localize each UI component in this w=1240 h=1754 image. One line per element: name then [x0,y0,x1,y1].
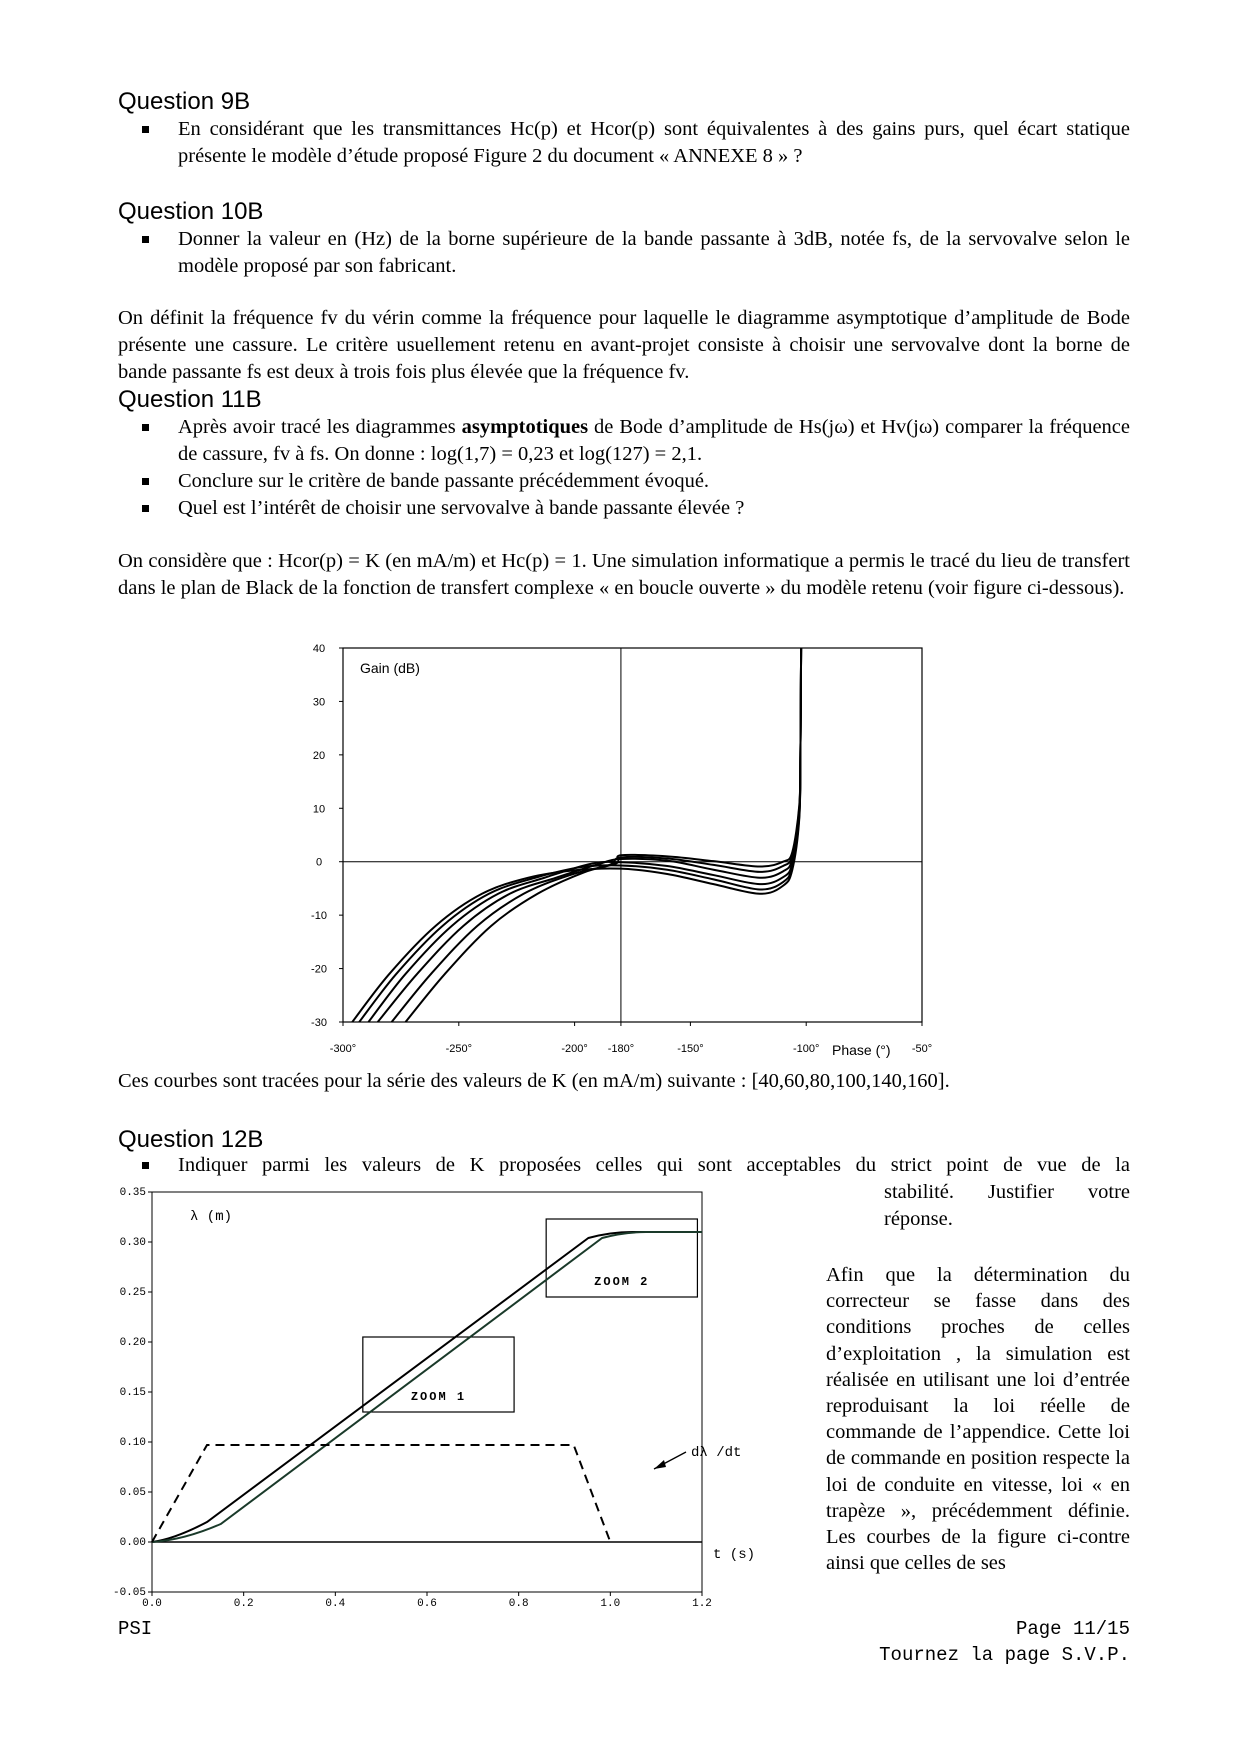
y-tick-label: -30 [311,1017,327,1029]
y-tick-label: 0.15 [119,1387,146,1399]
y-tick-label: 30 [312,696,326,709]
y-tick-label: -20 [311,963,327,976]
x-tick-label: -250° [445,1043,473,1055]
zoom-label-1: ZOOM 1 [410,1390,467,1404]
footer-page-number: Page 11/15 [1015,1618,1130,1640]
y-tick-label: -0.05 [112,1587,146,1599]
bullet-marker [142,1162,149,1169]
x-tick-label: -180° [607,1043,635,1055]
side-paragraph-simulation: Afin que la détermination du correcteur se fasse dans des conditions proches de celles d’exploitation , la simulation est réalisée en utilisant une loi d’entrée reproduisant la loi réelle de commande de l’appendice. Cette loi de commande en position respecte la loi de conduite en vitesse, loi « en trapèze », précédemment définie. Les courbes de la figure ci-contre ainsi que celles de ses [826,1264,1130,1575]
question-11b-item-2: Conclure sur le critère de bande passante précédemment évoqué. [178,470,710,492]
derivative-annotation: dλ /dt [691,1445,742,1461]
footer-class-label: PSI [118,1618,153,1640]
x-tick-label: 0.6 [417,1598,437,1610]
question-12b-text-line-2: stabilité. Justifier votre [884,1181,1130,1203]
plot-frame [343,648,922,1022]
bullet-marker [142,424,149,431]
x-axis-label: Phase (°) [832,1042,891,1058]
question-11b-item-1-text-end: de Bode d’amplitude de Hs(jω) et Hv(jω) comparer la fréquence de cassure, fv à fs. On donne : log(1,7) = 0,23 et log(127) = 2,1. [178,416,1130,465]
y-tick-label: 0.10 [119,1437,146,1449]
question-11b-item-1 [178,414,1130,468]
x-tick-label: 0.0 [142,1598,162,1610]
x-tick-label: 1.2 [692,1598,712,1610]
reference-lines [343,648,922,1022]
black-curve-K1 [352,648,801,1022]
y-tick-label: 0.05 [119,1487,146,1499]
question-11b-title: Question 11B [118,386,262,413]
paragraph-black-plot-intro: On considère que : Hcor(p) = K (en mA/m) et Hc(p) = 1. Une simulation informatique a permis le tracé du lieu de transfert dans le plan de Black de la fonction de transfert complexe « en boucle ouverte » du modèle retenu (voir figure ci-dessous). [118,550,1130,599]
x-tick-label: -150° [677,1043,704,1055]
x-tick-label: 1.0 [600,1598,621,1610]
x-tick-label: -300° [329,1043,357,1055]
y-axis-label: λ (m) [190,1209,233,1225]
lambda-time-chart [108,1180,808,1610]
black-plot-chart [300,630,960,1060]
y-axis-label: Gain (dB) [360,660,420,676]
bullet-marker [142,505,149,512]
black-curve-K4 [378,648,801,1022]
x-axis-ticks [142,1592,712,1610]
question-12b-title: Question 12B [118,1126,264,1153]
x-axis-label: t (s) [713,1547,756,1563]
x-tick-label: 0.8 [508,1598,529,1610]
y-tick-label: 0.00 [119,1537,146,1549]
footer-turn-page: Tournez la page S.V.P. [879,1644,1130,1666]
question-12b-text-line-1: Indiquer parmi les valeurs de K proposées celles qui sont acceptables du strict point de vue de la [178,1154,1130,1176]
emphasis-asymptotiques: asymptotiques [461,416,589,438]
paragraph-fv-definition: On définit la fréquence fv du vérin comme la fréquence pour laquelle le diagramme asymptotique d’amplitude de Bode présente une cassure. Le critère usuellement retenu en avant-projet consiste à choisir une servovalve dont la borne de bande passante fs est deux à trois fois plus élevée que la fréquence fv. [118,307,1130,383]
x-tick-label: -200° [561,1043,588,1055]
bullet-marker [142,478,149,485]
y-tick-label: 0.35 [119,1187,146,1199]
black-curves [352,648,801,1022]
question-11b-item-3: Quel est l’intérêt de choisir une servovalve à bande passante élevée ? [178,497,745,519]
bullet-marker [142,126,149,133]
question-10b-text: Donner la valeur en (Hz) de la borne supérieure de la bande passante à 3dB, notée fs, de la servovalve selon le modèle proposé par son fabricant. [178,228,1130,277]
y-tick-label: -10 [311,910,327,923]
y-tick-label: 0.20 [119,1337,146,1349]
y-axis-ticks [113,1187,152,1599]
question-12b-text-line-3: réponse. [884,1208,953,1230]
black-curve-K3 [368,648,801,1022]
x-tick-label: -50° [911,1043,933,1055]
x-tick-label: 0.4 [325,1598,346,1610]
black-curve-K6 [406,648,802,1022]
y-tick-label: 40 [312,643,326,655]
y-tick-label: 0.30 [119,1237,146,1249]
zoom-label-2: ZOOM 2 [594,1275,650,1289]
annotation-arrowhead [654,1460,666,1469]
bullet-marker [142,236,149,243]
y-tick-label: 10 [312,803,326,816]
derivative-curve [152,1445,610,1542]
y-tick-label: 0.25 [119,1287,146,1299]
question-10b-title: Question 10B [118,198,264,225]
caption-k-values: Ces courbes sont tracées pour la série des valeurs de K (en mA/m) suivante : [40,60,80,100,140,160]. [118,1070,950,1092]
zoom-boxes [363,1219,698,1412]
question-11b-item-1-text: Après avoir tracé les diagrammes [178,416,462,438]
y-axis-ticks [311,643,343,1029]
x-tick-label: -100° [792,1043,820,1055]
x-tick-label: 0.2 [233,1598,254,1610]
question-9b-title: Question 9B [118,88,251,115]
question-9b-text: En considérant que les transmittances Hc(p) et Hcor(p) sont équivalentes à des gains purs, quel écart statique présente le modèle d’étude proposé Figure 2 du document « ANNEXE 8 » ? [178,118,1130,167]
y-tick-label: 0 [315,856,323,869]
y-tick-label: 20 [312,749,326,762]
